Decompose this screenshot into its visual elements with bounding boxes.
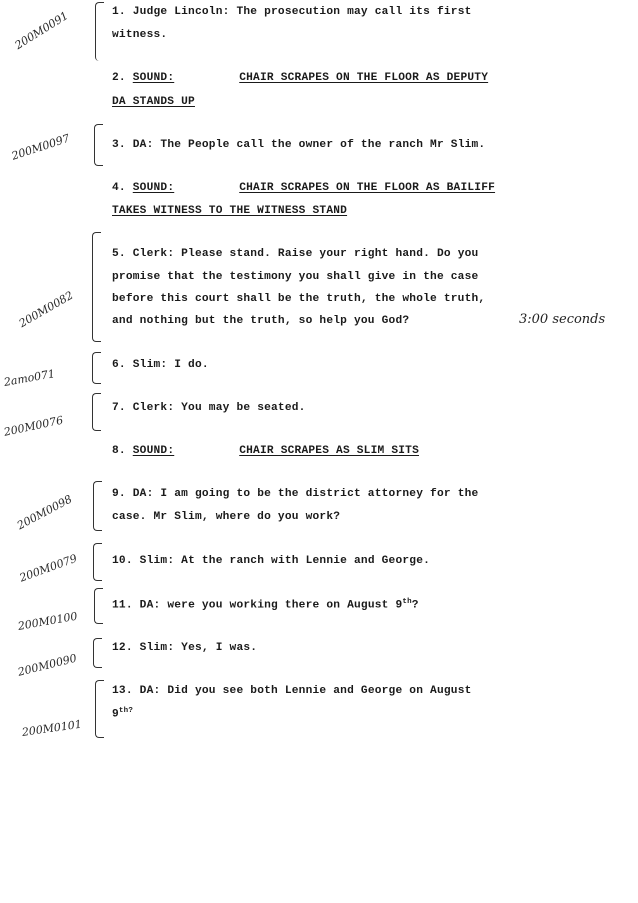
script-line-2-cont: DA STANDS UP (112, 96, 195, 108)
bracket-10 (93, 543, 102, 581)
handwritten-mark-2: 200M0097 (9, 131, 72, 163)
handwritten-time-note: 3:00 seconds (519, 312, 606, 327)
script-line-7: 7. Clerk: You may be seated. (112, 402, 306, 414)
script-line-13: 13. DA: Did you see both Lennie and George on August (112, 685, 472, 697)
script-line-8: 8. SOUND: CHAIR SCRAPES AS SLIM SITS (112, 445, 419, 457)
script-line-10: 10. Slim: At the ranch with Lennie and George. (112, 555, 431, 567)
script-line-9: 9. DA: I am going to be the district attorney for the (112, 488, 479, 500)
script-line-5-cont3: and nothing but the truth, so help you God? (112, 315, 410, 327)
bracket-12 (93, 638, 102, 668)
bracket-6 (92, 352, 101, 384)
handwritten-mark-7: 200M0079 (17, 551, 79, 585)
handwritten-mark-5: 200M0076 (2, 413, 65, 439)
script-line-4-cont: TAKES WITNESS TO THE WITNESS STAND (112, 205, 348, 217)
script-line-1: 1. Judge Lincoln: The prosecution may call its first (112, 6, 472, 18)
bracket-1 (95, 2, 104, 61)
script-line-4: 4. SOUND: CHAIR SCRAPES ON THE FLOOR AS BAILIFF (112, 182, 496, 194)
bracket-5 (92, 232, 101, 342)
handwritten-mark-3: 200M0082 (16, 288, 76, 331)
script-line-2: 2. SOUND: CHAIR SCRAPES ON THE FLOOR AS DEPUTY (112, 72, 489, 84)
handwritten-mark-6: 200M0098 (14, 492, 75, 533)
script-line-1-cont: witness. (112, 29, 168, 41)
script-line-5-cont2: before this court shall be the truth, the whole truth, (112, 293, 486, 305)
handwritten-mark-8: 200M0100 (16, 609, 79, 633)
handwritten-mark-10: 200M0101 (21, 717, 83, 739)
script-line-9-cont: case. Mr Slim, where do you work? (112, 511, 341, 523)
handwritten-mark-9: 200M0090 (16, 651, 79, 679)
script-line-12: 12. Slim: Yes, I was. (112, 642, 258, 654)
handwritten-mark-4: 2amo071 (2, 367, 56, 389)
script-line-3: 3. DA: The People call the owner of the ranch Mr Slim. (112, 139, 486, 151)
bracket-9 (93, 481, 102, 531)
script-line-13-cont: $9^{th?}$ (112, 707, 134, 721)
script-line-5-cont1: promise that the testimony you shall give in the case (112, 271, 479, 283)
handwritten-mark-1: 200M0091 (12, 9, 71, 53)
script-line-6: 6. Slim: I do. (112, 359, 209, 371)
bracket-13 (95, 680, 104, 738)
bracket-11 (94, 588, 103, 624)
script-line-11: 11. DA: were you working there on August 9th? (112, 598, 419, 612)
script-line-5: 5. Clerk: Please stand. Raise your right hand. Do you (112, 248, 479, 260)
bracket-3 (94, 124, 103, 166)
bracket-7 (92, 393, 101, 431)
